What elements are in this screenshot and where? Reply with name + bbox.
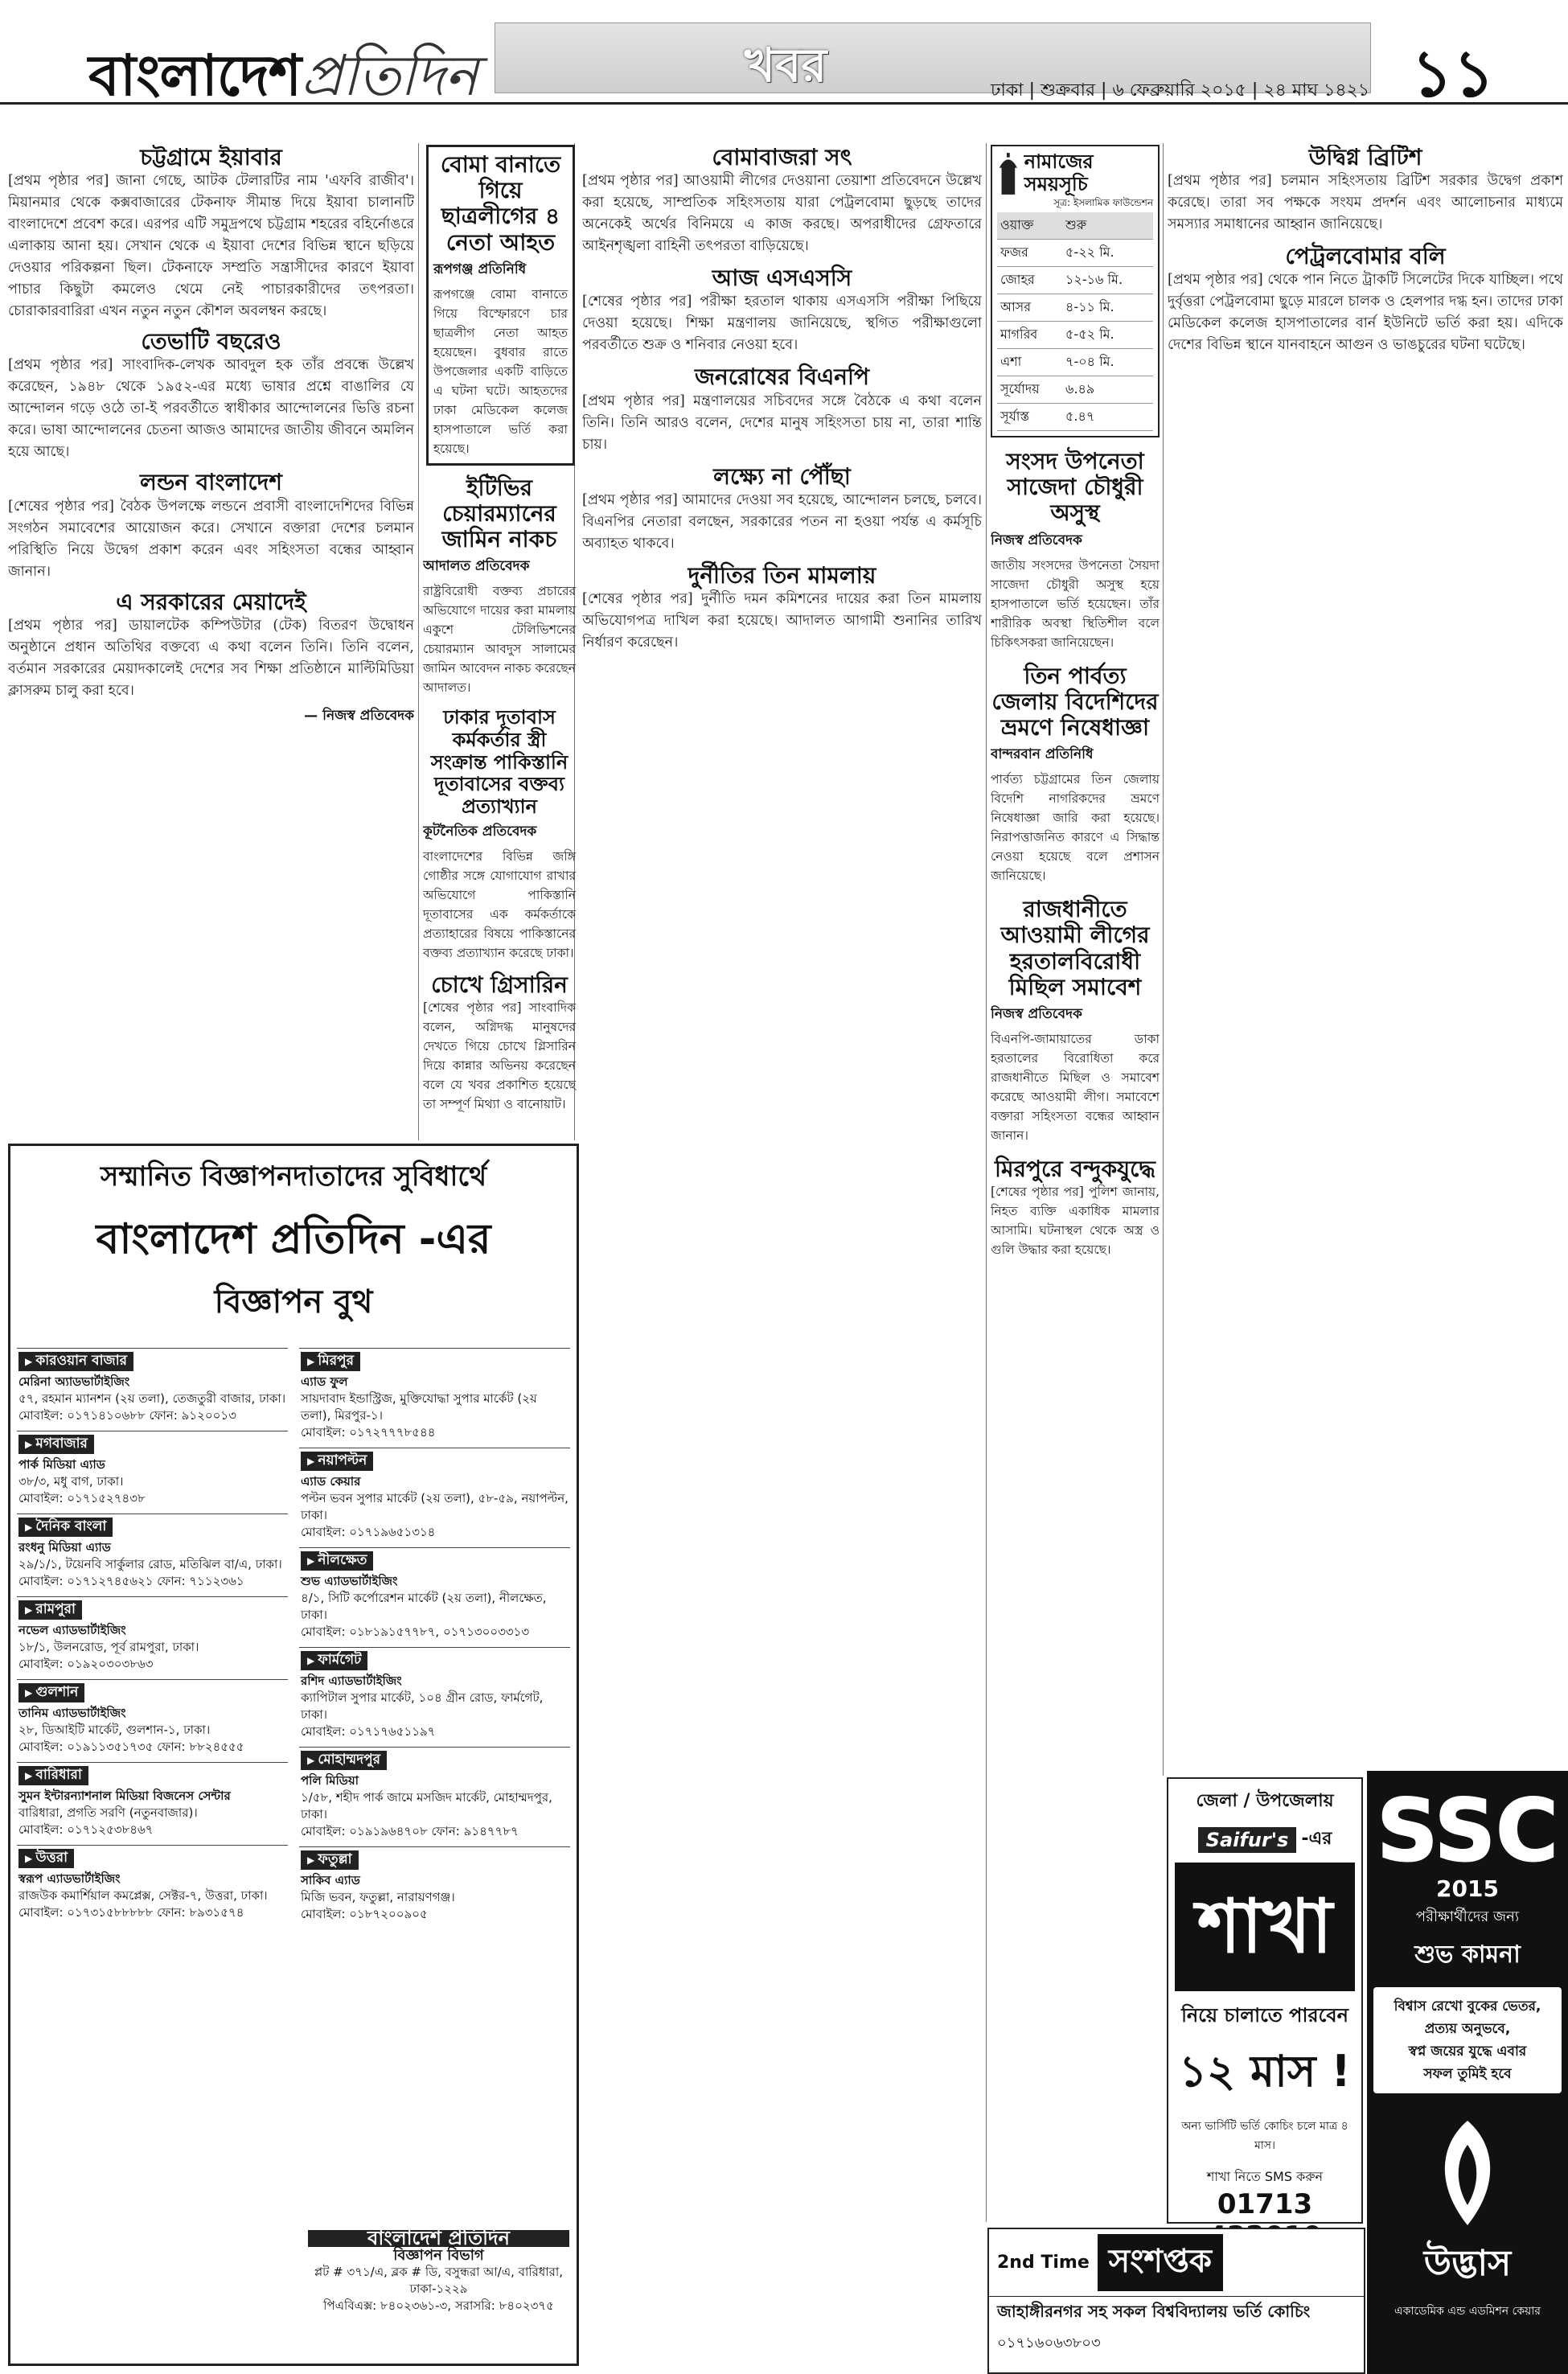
byline: রূপগঞ্জ প্রতিনিধি (433, 261, 527, 277)
ad-area-label: ▶ বারিধারা (18, 1766, 88, 1785)
ad-address: পল্টন ভবন সুপার মার্কেট (২য় তলা), ৫৮-৫৯, নয়াপল্টন, ঢাকা। (301, 1491, 569, 1522)
article (991, 897, 1160, 1145)
article (991, 663, 1160, 886)
byline: বান্দরবান প্রতিনিধি (991, 746, 1094, 763)
dateline: ঢাকা | শুক্রবার | ৬ ফেব্রুয়ারি ২০১৫ | ২৪ মাঘ ১৪২১ (991, 80, 1370, 101)
ad-firm: তানিম এ্যাডভার্টাইজিং (18, 1706, 126, 1720)
ad-firm: পলি মিডিয়া (301, 1773, 359, 1788)
ssc-brand: উদ্ভাস (1423, 2243, 1512, 2284)
ad-firm: রংধনু মিডিয়া এ্যাড (18, 1540, 111, 1555)
prayer-time: ৫-২২ মি. (1062, 240, 1153, 267)
masthead[interactable] (88, 32, 478, 126)
ad-address: ৪/১, সিটি কর্পোরেশন মার্কেট (২য় তলা), নীলক্ষেত, ঢাকা। (301, 1591, 547, 1622)
saifur-brand: Saifur's (1198, 1827, 1297, 1853)
ad-phone: মোবাইল: ০১৯২০৩০৩৮৬৩ (18, 1657, 154, 1671)
article-body: রাষ্ট্রবিরোধী বক্তব্য প্রচারের অভিযোগে দায়ের করা মামলায় একুশে টেলিভিশনের চেয়ারম্যান আবদুস সালামের জামিন আবেদন নাকচ করেছেন আদালত। (423, 584, 576, 696)
article-body: [শেষের পৃষ্ঠার পর] পরীক্ষা হরতাল থাকায় এসএসসি পরীক্ষা পিছিয়ে দেওয়া হয়েছে। শিক্ষা মন্ত্রণালয় জানিয়েছে, স্থগিত পরীক্ষাগুলো পরবর্তীতে শুক্র ও শনিবার নেওয়া হবে। (582, 294, 982, 354)
article (423, 707, 576, 963)
ad-heading-line1: সম্মানিত বিজ্ঞাপনদাতাদের সুবিধার্থে (100, 1160, 487, 1193)
byline: কূটনৈতিক প্রতিবেদক (423, 824, 537, 840)
article-body: [প্রথম পৃষ্ঠার পর] চলমান সহিংসতায় ব্রিটিশ সরকার উদ্বেগ প্রকাশ করেছে। তারা সব পক্ষকে সংযম প্রদর্শন এবং আলোচনার মাধ্যমে সমস্যার সমাধানের আহ্বান জানিয়েছে। (1168, 173, 1563, 233)
saifur-note: অন্য ভার্সিটি ভর্তি কোচিং চলে মাত্র ৪ মাস। (1181, 2120, 1348, 2152)
prayer-time: ৪-১১ মি. (1062, 294, 1153, 322)
prayer-title: নামাজের সময়সূচি (1024, 150, 1094, 195)
ad-address: ৫৭, রহমান ম্যানশন (২য় তলা), তেজতুরী বাজার, ঢাকা। (18, 1391, 286, 1406)
article-body: [শেষের পৃষ্ঠার পর] সাংবাদিক বলেন, অগ্নিদগ্ধ মানুষদের দেখতে গিয়ে চোখে গ্লিসারিন দিয়ে কান্নার অভিনয় করেছেন বলে যে খবর প্রকাশিত হয়েছে তা সম্পূর্ণ মিথ্যা ও বানোয়াট। (423, 1000, 576, 1112)
headline[interactable]: লন্ডন বাংলাদেশ (140, 469, 282, 496)
ad-booth-entry[interactable] (17, 1514, 288, 1596)
ad-address: মিজি ভবন, ফতুল্লা, নারায়ণগঞ্জ। (301, 1890, 455, 1904)
article (991, 1156, 1160, 1259)
ad-phone: মোবাইল: ০১৭১৫২৭৪৩৮ (18, 1491, 146, 1505)
saifurs-ad[interactable] (1167, 1777, 1363, 2224)
ad-booth-entry[interactable] (17, 1679, 288, 1762)
masthead-part2: প্রতিদিন (301, 43, 478, 109)
ad-booth-entry[interactable] (17, 1348, 288, 1431)
prayer-schedule (991, 145, 1160, 437)
ad-booth-heading (10, 1156, 577, 1330)
ssc-year: 2015 (1436, 1875, 1499, 1902)
column-rule (1163, 143, 1164, 1776)
prayer-source: সূত্র: ইসলামিক ফাউন্ডেশন (1053, 197, 1153, 208)
ad-area-label: ▶ নয়াপল্টন (301, 1452, 373, 1471)
saifur-sms: শাখা নিতে SMS করুন (1206, 2169, 1324, 2184)
ssc-wish: শুভ কামনা (1414, 1941, 1521, 1969)
ad-booth-entry[interactable] (17, 1845, 288, 1928)
ad-area-label: ▶ দৈনিক বাংলা (18, 1518, 113, 1537)
byline: নিজস্ব প্রতিবেদক (991, 532, 1082, 548)
ad-address: সায়দাবাদ ইন্ডাস্ট্রিজ, মুক্তিযোদ্ধা সুপার মার্কেট (২য় তলা), মিরপুর-১। (301, 1391, 537, 1423)
ad-booth-entry[interactable] (299, 1647, 570, 1747)
ad-phone: মোবাইল: ০১৭১২৭৪৫৬২১ ফোন: ৭১১২৩৬১ (18, 1574, 244, 1588)
headline[interactable]: এ সরকারের মেয়াদেই (116, 588, 306, 615)
headline[interactable]: চোখে গ্রিসারিন (431, 971, 568, 999)
sunrise-label: সূর্যোদয় (997, 376, 1062, 404)
ad-firm: সাকিব এ্যাড (301, 1873, 360, 1887)
ssc-tagline: একাডেমিক এন্ড এডমিশন কেয়ার (1394, 2305, 1541, 2318)
article-body: [শেষের পৃষ্ঠার পর] দুর্নীতি দমন কমিশনের দায়ের করা তিন মামলায় অভিযোগপত্র দাখিল করা হয়েছে। আদালত আগামী শুনানির তারিখ নির্ধারণ করেছেন। (582, 590, 982, 651)
ad-firm: এ্যাড কেয়ার (301, 1474, 361, 1489)
masthead-part1: বাংলাদেশ (88, 43, 302, 109)
byline: — নিজস্ব প্রতিবেদক (304, 707, 414, 724)
mosque-icon (997, 151, 1020, 196)
column-rule (986, 143, 987, 2222)
ad-booth-list (10, 1348, 577, 1929)
article-body: [প্রথম পৃষ্ঠার পর] জানা গেছে, আটক টেলারটির নাম 'এফবি রাজীব'। মিয়ানমার থেকে কক্সবাজারের টেকনাফ সীমান্ত দিয়ে ইয়াবা চালানটি বাংলাদেশে প্রবেশ করে। এরপর এটি সমুদ্রপথে চট্টগ্রাম শহরের বহির্নোঙরে এলাকায় আনা হয়। সেখান থেকে এ ইয়াবা দেশের বিভিন্ন স্থানে ছড়িয়ে দেওয়ার পরিকল্পনা ছিল। টেকনাফে সম্প্রতি সন্ত্রাসীদের কারণে ইয়াবা পাচার কিছুটা কমলেও থেমে নেই পাচারকারীদের তৎপরতা। চোরাকারবারিরা এখন নতুন নতুন কৌশল অবলম্বন করছে। (8, 173, 414, 320)
ad-booth-entry[interactable] (17, 1762, 288, 1845)
ad-phone[interactable]: ০১৭১৬০৬৩৮০৩ (997, 2335, 1101, 2351)
ad-firm: নভেল এ্যাডভার্টাইজিং (18, 1623, 126, 1637)
ad-area-label: ▶ মগবাজার (18, 1435, 94, 1454)
column-1 (8, 145, 414, 1134)
ad-area-label: ▶ গুলশান (18, 1683, 84, 1702)
ssc-poem-line: সফল তুমিই হবে (1423, 2066, 1512, 2082)
saifur-top: জেলা / উপজেলায় (1196, 1791, 1334, 1811)
headline[interactable]: চট্টগ্রামে ইয়াবার (140, 145, 282, 170)
page-number: ১১ (1411, 36, 1495, 111)
headline[interactable]: সংসদ উপনেতা সাজেদা চৌধুরী অসুস্থ (1006, 448, 1144, 527)
headline[interactable]: ইটিভির চেয়ারম্যানের জামিন নাকচ (441, 474, 557, 553)
ad-address: ১৮/১, উলনরোড, পূর্ব রামপুরা, ঢাকা। (18, 1640, 199, 1654)
byline: নিজস্ব প্রতিবেদক (991, 1005, 1082, 1022)
ssc-poem-line: প্রত্যয় অনুভবে, (1424, 2021, 1511, 2037)
ad-booth-entry[interactable] (299, 1846, 570, 1929)
headline[interactable]: লক্ষ্যে না পৌঁছা (713, 462, 851, 490)
sunset-label: সূর্যাস্ত (997, 404, 1062, 431)
article-body: [প্রথম পৃষ্ঠার পর] সাংবাদিক-লেখক আবদুল হক তাঁর প্রবন্ধে উল্লেখ করেছেন, ১৯৪৮ থেকে ১৯৫২-এর মধ্যে ভাষার প্রশ্নে বাঙালির যে আন্দোলন গড়ে ওঠে তা-ই পরবর্তীতে স্বাধীকার আন্দোলনের ভিত্তি রচনা করে। ভাষা আন্দোলনের চেতনা আজও আমাদের জাতীয় জীবনে অমলিন হয়ে আছে। (8, 357, 414, 461)
headline[interactable]: উদ্বিগ্ন ব্রিটিশ (1308, 145, 1422, 170)
ad-firm: সুমন ইন্টারন্যাশনাল মিডিয়া বিজনেস সেন্টার (18, 1789, 231, 1803)
ad-address: ৩৮/৩, মধু বাগ, ঢাকা। (18, 1474, 124, 1489)
ad-area-label: ▶ নীলক্ষেত (301, 1551, 373, 1571)
ad-phone: মোবাইল: ০১৮১৯১৫৭৭৮৭, ০১৭১৩০০৩৩১৩ (301, 1624, 530, 1639)
section-title: খবর (745, 38, 827, 92)
article (423, 972, 576, 1114)
headline[interactable]: ঢাকার দূতাবাস কর্মকর্তার স্ত্রী সংক্রান্ত পাকিস্তানি দূতাবাসের বক্তব্য প্রত্যাখ্যান (430, 706, 569, 818)
ad-firm: স্বরূপ এ্যাডভার্টাইজিং (18, 1871, 121, 1886)
ad-phone: মোবাইল: ০১৭৩১৫৮৮৮৮৮ ফোন: ৮৯৩১৫৭৪ (18, 1905, 244, 1920)
ad-footer-address: প্লট # ৩৭১/এ, ব্লক # ডি, বসুন্ধরা আ/এ, বারিধারা, ঢাকা-১২২৯ (314, 2265, 564, 2296)
article (991, 449, 1160, 652)
ad-area-label: ▶ রামপুরা (18, 1600, 82, 1620)
ssc-sub: পরীক্ষার্থীদের জন্য (1415, 1908, 1520, 1925)
saifur-brand-suffix: -এর (1301, 1829, 1332, 1849)
headline[interactable]: মিরপুরে বন্দুকযুদ্ধে (995, 1155, 1155, 1182)
headline[interactable]: আজ এসএসসি (712, 265, 852, 292)
ad-booth-entry[interactable] (17, 1431, 288, 1514)
ad-brand: সংশপ্তক (1098, 2234, 1223, 2291)
headline[interactable]: দুর্নীতির তিন মামলায় (688, 561, 876, 589)
ad-phone: মোবাইল: ০১৭২৭৭৭৮৫৪৪ (301, 1425, 436, 1440)
headline[interactable]: পেট্রলবোমার বলি (1285, 243, 1446, 270)
ssc-udvash-ad[interactable] (1367, 1771, 1568, 2374)
ad-booth-footer (308, 2227, 569, 2314)
column-4 (991, 145, 1160, 1777)
column-rule (418, 143, 419, 1140)
saifur-months: ১২ মাস ! (1179, 2046, 1351, 2097)
article (423, 475, 576, 698)
article-body: [প্রথম পৃষ্ঠার পর] আমাদের দেওয়া সব হয়েছে, আন্দোলন চলছে, চলবে। বিএনপির নেতারা বলছেন, সরকারের পতন না হওয়া পর্যন্ত এ কর্মসূচি অব্যাহত থাকবে। (582, 491, 982, 552)
ad-phone: মোবাইল: ০১৯১১৩৫১৭৩৫ ফোন: ৮৮২৪৫৫৫ (18, 1739, 244, 1754)
ssc-title: SSC (1377, 1781, 1558, 1880)
sunset-time: ৫.৪৭ (1062, 404, 1153, 431)
ad-booth-entry[interactable] (299, 1348, 570, 1448)
ad-address: ক্যাপিটাল সুপার মার্কেট, ১০৪ গ্রীন রোড, ফার্মগেট, ঢাকা। (301, 1690, 544, 1722)
prayer-time: ১২-১৬ মি. (1062, 267, 1153, 294)
headline[interactable]: বোমাবাজরা সৎ (712, 145, 852, 170)
ad-heading-line3: বিজ্ঞাপন বুথ (214, 1284, 373, 1320)
saifur-line2: নিয়ে চালাতে পারবেন (1181, 2004, 1348, 2027)
ad-address: ১/৫৮, শহীদ পার্ক জামে মসজিদ মার্কেট, মোহাম্মদপুর, ঢাকা। (301, 1790, 552, 1822)
prayer-header-start: শুরু (1062, 212, 1153, 240)
ad-booth-entry[interactable] (17, 1596, 288, 1679)
headline[interactable]: তেভাটি বছরেও (141, 328, 281, 355)
ad-area-label: ▶ উত্তরা (18, 1849, 74, 1868)
headline[interactable]: রাজধানীতে আওয়ামী লীগের হরতালবিরোধী মিছিল সমাবেশ (1000, 896, 1150, 1000)
article-body: [প্রথম পৃষ্ঠার পর] ডায়ালটেক কম্পিউটার (টেক) বিতরণ উদ্বোধন অনুষ্ঠানে প্রধান অতিথির বক্তব্যে এ কথা বলেন তিনি। তিনি বলেন, বর্তমান সরকারের মেয়াদকালেই দেশের সব শিক্ষা প্রতিষ্ঠানে মাল্টিমিডিয়া ক্লাসরুম চালু করা হবে। (8, 617, 414, 699)
article-body: রূপগঞ্জে বোমা বানাতে গিয়ে বিস্ফোরণে চার ছাত্রলীগ নেতা আহত হয়েছেন। বুধবার রাতে উপজেলার একটি বাড়িতে এ ঘটনা ঘটে। আহতদের ঢাকা মেডিকেল কলেজ হাসপাতালে ভর্তি করা হয়েছে। (433, 286, 568, 456)
prayer-name: ফজর (997, 240, 1062, 267)
prayer-name: এশা (997, 349, 1062, 376)
byline: আদালত প্রতিবেদক (423, 558, 530, 575)
article-body: [শেষের পৃষ্ঠার পর] বৈঠক উপলক্ষে লন্ডনে প্রবাসী বাংলাদেশিদের বিভিন্ন সংগঠন সমাবেশের আয়োজন করে। সেখানে বক্তারা দেশের চলমান পরিস্থিতি নিয়ে উদ্বেগ প্রকাশ করেন এবং সহিংসতা বন্ধের আহ্বান জানান। (8, 498, 414, 580)
ad-firm: এ্যাড ফুল (301, 1374, 348, 1389)
article-body: [প্রথম পৃষ্ঠার পর] আওয়ামী লীগের দেওয়ানা তেয়াশা প্রতিবেদনে উল্লেখ করা হয়েছে, সাম্প্রতিক সহিংসতায় যারা পেট্রলবোমা ছুড়ছে তাদের অনেকেই অর্থের বিনিময়ে এ কাজ করছে। অপরাধীদের গ্রেফতারে আইনশৃঙ্খলা বাহিনী তৎপরতা বাড়িয়েছে। (582, 173, 982, 255)
ad-firm: রশিদ এ্যাডভার্টাইজিং (301, 1674, 402, 1688)
prayer-name: মাগরিব (997, 322, 1062, 349)
ad-heading-line2: বাংলাদেশ প্রতিদিন -এর (96, 1215, 491, 1263)
ssc-poem-line: স্বপ্ন জয়ের যুদ্ধে এবার (1408, 2043, 1527, 2060)
page-header (0, 0, 1568, 111)
ssc-poem-line: বিশ্বাস রেখো বুকের ভেতর, (1394, 1998, 1541, 2015)
headline[interactable]: তিন পার্বত্য জেলায় বিদেশিদের ভ্রমণে নিষেধাজ্ঞা (991, 662, 1159, 741)
ad-firm: মেরিনা অ্যাডভার্টাইজিং (18, 1374, 130, 1389)
boxed-article (426, 145, 575, 466)
article-body: [প্রথম পৃষ্ঠার পর] মন্ত্রণালয়ের সচিবদের সঙ্গে বৈঠকে এ কথা বলেন তিনি। তিনি আরও বলেন, দেশের মানুষ সহিংসতা চায় না, তারা শান্তি চায়। (582, 392, 982, 453)
ad-booth-entry[interactable] (299, 1547, 570, 1647)
ad-phone: মোবাইল: ০১৭১৭৬৫১১৯৭ (301, 1724, 436, 1739)
article-body: [প্রথম পৃষ্ঠার পর] থেকে পান নিতে ট্রাকটি সিলেটের দিকে যাচ্ছিল। পথে দুর্বৃত্তরা পেট্রলবোমা ছুড়ে মারলে চালক ও হেলপার দগ্ধ হন। তাদের ঢাকা মেডিকেল কলেজ হাসপাতালের বার্ন ইউনিটে ভর্তি করা হয়। এদিকে দেশের বিভিন্ন স্থানে যানবাহনে আগুন ও ভাঙচুরের ঘটনা ঘটেছে। (1168, 272, 1563, 354)
ad-area-label: ▶ ফতুল্লা (301, 1850, 359, 1870)
udvash-logo-icon (1423, 2113, 1512, 2233)
ad-address: রাজউক কমার্শিয়াল কমপ্লেক্স, সেক্টর-৭, উত্তরা, ঢাকা। (18, 1888, 268, 1903)
article-body: বিএনপি-জামায়াতের ডাকা হরতালের বিরোধিতা করে রাজধানীতে মিছিল ও সমাবেশ করেছে আওয়ামী লীগ। সমাবেশে বক্তারা সহিংসতা বন্ধের আহ্বান জানান। (991, 1031, 1160, 1143)
ad-area-label: ▶ ফার্মগেট (301, 1651, 367, 1670)
prayer-time: ৫-৫২ মি. (1062, 322, 1153, 349)
saifur-big: শাখা (1175, 1863, 1355, 1991)
ad-address: বারিধারা, প্রগতি সরণি (নতুনবাজার)। (18, 1805, 198, 1820)
ad-footer-phone: পিএবিএক্স: ৮৪০২৩৬১-৩, সরাসরি: ৮৪০২৩৭৫ (323, 2298, 554, 2313)
ad-phone: মোবাইল: ০১৮৭২০০৯০৫ (301, 1907, 428, 1921)
column-5 (1168, 145, 1563, 1769)
prayer-time: ৭-০৪ মি. (1062, 349, 1153, 376)
ad-booth-entry[interactable] (299, 1448, 570, 1547)
article-body: বাংলাদেশের বিভিন্ন জঙ্গি গোষ্ঠীর সঙ্গে যোগাযোগ রাখার অভিযোগে পাকিস্তানি দূতাবাসের এক কর্মকর্তাকে প্রত্যাহারের বিষয়ে পাকিস্তানের বক্তব্য প্রত্যাখ্যান করেছে ঢাকা। (423, 849, 576, 961)
article-body: [শেষের পৃষ্ঠার পর] পুলিশ জানায়, নিহত ব্যক্তি একাধিক মামলার আসামি। ঘটনাস্থল থেকে অস্ত্র ও গুলি উদ্ধার করা হয়েছে। (991, 1185, 1160, 1258)
ad-2nd-time: 2nd Time (997, 2253, 1090, 2273)
headline[interactable]: বোমা বানাতে গিয়ে ছাত্রলীগের ৪ নেতা আহত (440, 151, 561, 256)
ad-area-label: ▶ মোহাম্মদপুর (301, 1751, 387, 1770)
headline[interactable]: জনরোষের বিএনপি (695, 363, 869, 391)
ad-address: ২৯/১/১, টয়েনবি সার্কুলার রোড, মতিঝিল বা/এ, ঢাকা। (18, 1557, 282, 1571)
prayer-name: জোহর (997, 267, 1062, 294)
article-body: পার্বত্য চট্টগ্রামের তিন জেলায় বিদেশি নাগরিকদের ভ্রমণে নিষেধাজ্ঞা জারি করা হয়েছে। নিরাপত্তাজনিত কারণে এ সিদ্ধান্ত নেওয়া হয়েছে বলে প্রশাসন জানিয়েছে। (991, 772, 1160, 884)
saifur-phone[interactable]: 01713 (1217, 2188, 1313, 2220)
ad-booth-left (17, 1348, 288, 1929)
ad-footer-dept: বিজ্ঞাপন বিভাগ (393, 2247, 484, 2264)
ad-phone: মোবাইল: ০১৯১৯৬৪৭০৮ ফোন: ৯১৪৭৭৮৭ (301, 1824, 519, 1838)
prayer-name: আসর (997, 294, 1062, 322)
prayer-table (997, 212, 1153, 431)
ad-text: জাহাঙ্গীরনগর সহ সকল বিশ্ববিদ্যালয় ভর্তি কোচিং (989, 2296, 1364, 2330)
ad-firm: পার্ক মিডিয়া এ্যাড (18, 1457, 105, 1472)
ssc-poem (1373, 1987, 1562, 2093)
ad-phone: মোবাইল: ০১৭১৪১০৬৮৮ ফোন: ৯১২০০১৩ (18, 1408, 236, 1423)
ad-booth-entry[interactable] (299, 1747, 570, 1846)
prayer-header-waqt: ওয়াক্ত (997, 212, 1062, 240)
ad-phone: মোবাইল: ০১৭১৯৬৫১৩১৪ (301, 1525, 436, 1539)
sunrise-time: ৬.৪৯ (1062, 376, 1153, 404)
ad-booth (8, 1144, 579, 2366)
article-body: জাতীয় সংসদের উপনেতা সৈয়দা সাজেদা চৌধুরী অসুস্থ হয়ে হাসপাতালে ভর্তি হয়েছেন। তাঁর শারীরিক অবস্থা স্থিতিশীল বলে চিকিৎসকরা জানিয়েছেন। (991, 557, 1160, 650)
shongshoptok-ad[interactable] (987, 2228, 1365, 2374)
ad-firm: শুভ এ্যাডভার্টাইজিং (301, 1574, 398, 1588)
ad-phone: মোবাইল: ০১৭১২৫৩৮৪৬৭ (18, 1822, 154, 1837)
ad-footer-brand: বাংলাদেশ প্রতিদিন (308, 2230, 569, 2247)
ad-area-label: ▶ মিরপুর (301, 1352, 360, 1371)
ad-address: ২৮, ডিআইটি মার্কেট, গুলশান-১, ঢাকা। (18, 1723, 211, 1737)
ad-area-label: ▶ কারওয়ান বাজার (18, 1352, 133, 1371)
ad-booth-right (299, 1348, 570, 1929)
column-3 (582, 145, 982, 2364)
